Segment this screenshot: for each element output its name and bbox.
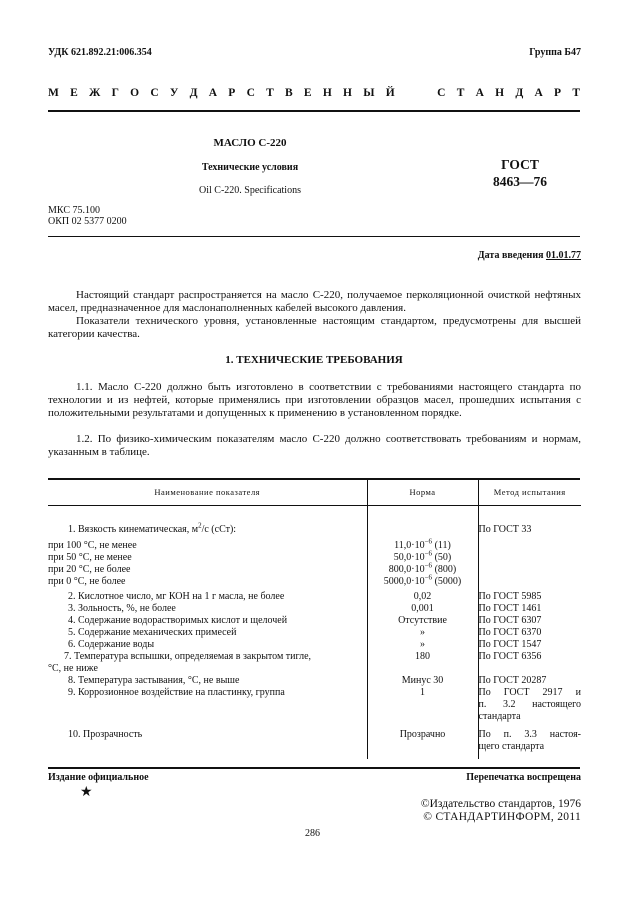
intro-date-value: 01.01.77: [546, 250, 581, 261]
document-title: МАСЛО С-220: [213, 137, 287, 149]
heading-letter: Е: [70, 87, 78, 99]
heading-letter: Т: [572, 87, 580, 99]
page-number: 286: [305, 828, 320, 839]
table-row: 9. Коррозионное воздействие на пластинку, группа 1 По ГОСТ 2917 и п. 3.2 настоящего стандарта: [68, 686, 581, 722]
udk-code: УДК 621.892.21:006.354: [48, 47, 152, 58]
heading-letter: Д: [515, 87, 524, 99]
okp-code: ОКП 02 5377 0200: [48, 216, 127, 227]
table-row: при 0 °С, не более $5000,0\cdot 10^{-6}$ (5000): [48, 576, 581, 588]
column-header-norm: Норма: [367, 479, 478, 506]
english-title: Oil C-220. Specifications: [199, 185, 301, 196]
mks-code: МКС 75.100: [48, 205, 100, 216]
heading-letter: Й: [385, 87, 395, 99]
heading-letter: Т: [266, 87, 274, 99]
section-title: 1. ТЕХНИЧЕСКИЕ ТРЕБОВАНИЯ: [225, 354, 403, 366]
heading-letter: О: [130, 87, 140, 99]
table-row: 5. Содержание механических примесей » По ГОСТ 6370: [48, 627, 581, 639]
table-row: 10. Прозрачность Прозрачно По п. 3.3 настоя- щего стандарта: [68, 728, 581, 752]
clause-1-1: 1.1. Масло С-220 должно быть изготовлено в соответствии с требованиями настоящего стандарта по технологии и из нефтей, которые применялись при изготовлении образцов масел, прошедших испытания с положительными результатами и допущенных к применению в установленном порядке.: [48, 381, 581, 419]
header-rule: [48, 110, 580, 112]
specs-table: [48, 479, 581, 759]
copyright-1976: ©Издательство стандартов, 1976: [420, 798, 581, 810]
heading-letter: С: [246, 87, 255, 99]
group-code: Группа Б47: [529, 47, 581, 58]
heading-letter: Е: [303, 87, 312, 99]
column-header-name: Наименование показателя: [48, 479, 367, 506]
table-header-row: [48, 479, 581, 506]
table-row: при 100 °С, не менее $11,0\cdot 10^{-6}$ (11): [48, 540, 581, 552]
table-row: 3. Зольность, %, не более 0,001 По ГОСТ 1461: [48, 603, 581, 615]
table-row: 6. Содержание воды » По ГОСТ 1547: [48, 639, 581, 651]
table-row: 2. Кислотное число, мг КОН на 1 г масла, не более 0,02 По ГОСТ 5985: [48, 591, 581, 603]
footer-rule: [48, 767, 580, 769]
heading-letter: С: [437, 87, 446, 99]
heading-letter: Д: [189, 87, 198, 99]
gost-label: ГОСТ: [501, 157, 539, 172]
title-rule: [48, 236, 580, 237]
interstate-standard-heading: [48, 87, 580, 99]
heading-letter: Н: [495, 87, 505, 99]
heading-letter: Р: [554, 87, 562, 99]
gost-number: 8463—76: [493, 174, 547, 189]
heading-letter: В: [285, 87, 293, 99]
clause-1-2: 1.2. По физико-химическим показателям масло С-220 должно соответствовать требованиям и нормам, указанным в таблице.: [48, 433, 581, 458]
official-edition: Издание официальное: [48, 772, 149, 783]
heading-letter: Ж: [89, 87, 101, 99]
table-row: при 20 °С, не более $800,0\cdot 10^{-6}$ (800): [48, 564, 581, 576]
heading-letter: Н: [343, 87, 352, 99]
table-row: 8. Температура застывания, °С, не выше Минус 30 По ГОСТ 20287: [48, 675, 581, 687]
document-subtitle: Технические условия: [201, 162, 299, 173]
heading-letter: Т: [456, 87, 465, 99]
table-row: при 50 °С, не менее $50,0\cdot 10^{-6}$ (50): [48, 552, 581, 564]
star-icon: ★: [80, 785, 93, 800]
heading-letter: А: [475, 87, 484, 99]
column-header-method: Метод испытания: [478, 479, 581, 506]
table-row: 1. Вязкость кинематическая, $м^2/с$ (сСт): По ГОСТ 33: [48, 524, 581, 536]
heading-letter: М: [48, 87, 59, 99]
intro-paragraph-1: Настоящий стандарт распространяется на масло С-220, получаемое перколяционной очисткой нефтяных масел, предназначенное для маслонаполненных кабелей высокого давления.: [48, 289, 581, 314]
heading-letter: С: [150, 87, 159, 99]
intro-date-label: Дата введения: [477, 250, 544, 261]
heading-letter: У: [169, 87, 179, 99]
heading-word-gap: [406, 87, 426, 99]
heading-letter: А: [534, 87, 543, 99]
copyright-2011: © СТАНДАРТИНФОРМ, 2011: [423, 811, 581, 823]
gost-designation: [470, 156, 570, 190]
heading-letter: Р: [228, 87, 236, 99]
heading-letter: А: [208, 87, 218, 99]
intro-date: [478, 250, 581, 261]
heading-letter: Н: [322, 87, 332, 99]
table-row: 7. Температура вспышки, определяемая в закрытом тигле, °С, не ниже 180 По ГОСТ 6356: [48, 651, 581, 675]
heading-letter: Ы: [363, 87, 375, 99]
reprint-notice: Перепечатка воспрещена: [466, 772, 581, 783]
intro-paragraph-2: Показатели технического уровня, установленные настоящим стандартом, предусмотрены для высшей категории качества.: [48, 315, 581, 340]
heading-letter: Г: [111, 87, 119, 99]
table-row: 4. Содержание водорастворимых кислот и щелочей Отсутствие По ГОСТ 6307: [48, 615, 581, 627]
